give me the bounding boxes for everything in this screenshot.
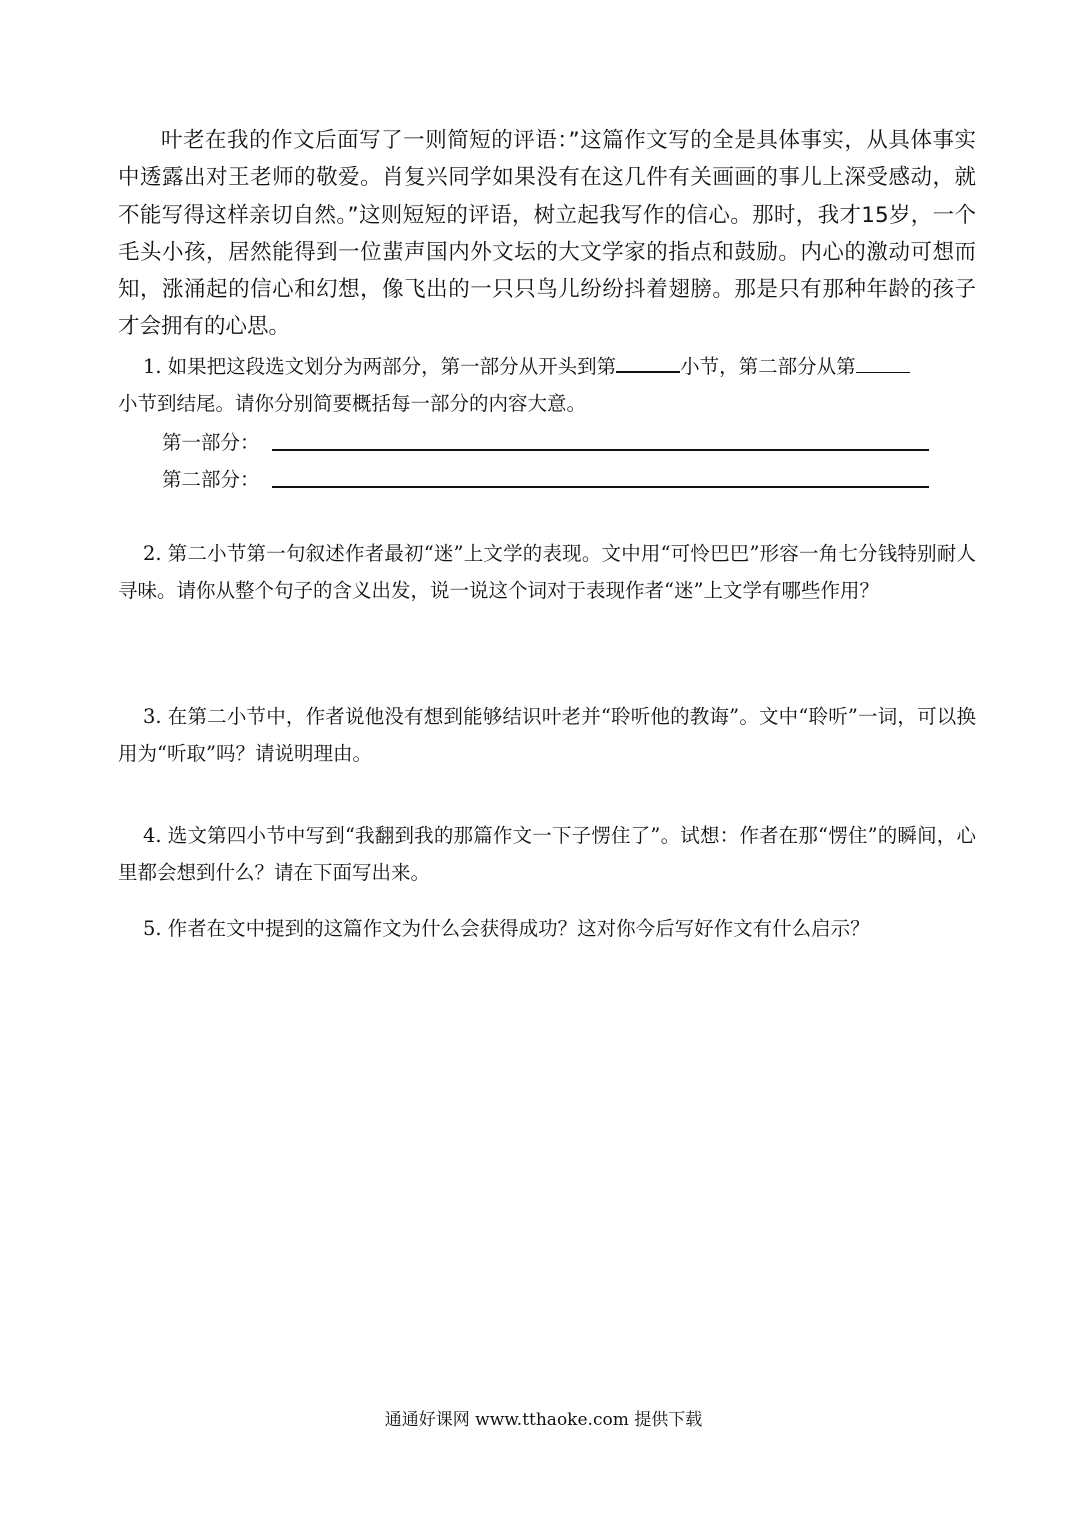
question-4-text: 选文第四小节中写到“我翻到我的那篇作文一下子愣住了”。试想：作者在那“愣住”的瞬间，心里都会想到什么？请在下面写出来。: [118, 824, 976, 884]
page-footer: 通通好课网 www.tthaoke.com 提供下载: [384, 1410, 703, 1430]
question-1-blank-2[interactable]: [856, 352, 910, 373]
question-3: [118, 698, 976, 772]
question-3-text: 在第二小节中，作者说他没有想到能够结识叶老并“聆听他的教诲”。文中“聆听”一词，可以换用为“听取”吗？请说明理由。: [118, 705, 976, 765]
answer-rule-part-2[interactable]: [272, 486, 929, 488]
question-5: [118, 910, 976, 947]
answer-label-part-1: 第一部分：: [162, 431, 260, 454]
answer-line-part-1: [162, 428, 260, 458]
question-1: [118, 348, 976, 422]
question-1-blank-1[interactable]: [616, 351, 680, 373]
question-5-text: 作者在文中提到的这篇作文为什么会获得成功？这对你今后写好作文有什么启示？: [167, 917, 870, 940]
answer-label-part-2: 第二部分：: [162, 468, 260, 491]
question-2-text: 第二小节第一句叙述作者最初“迷”上文学的表现。文中用“可怜巴巴”形容一角七分钱特别耐人寻味。请你从整个句子的含义出发，说一说这个词对于表现作者“迷”上文学有哪些作用？: [118, 542, 976, 602]
question-2: [118, 535, 976, 609]
answer-rule-part-1[interactable]: [272, 449, 929, 451]
question-2-number: 2.: [143, 542, 162, 565]
question-5-number: 5.: [143, 917, 162, 940]
question-1-number: 1.: [143, 355, 162, 378]
question-4-number: 4.: [143, 824, 162, 847]
passage-paragraph: 叶老在我的作文后面写了一则简短的评语：”这篇作文写的全是具体事实，从具体事实中透露出对王老师的敬爱。肖复兴同学如果没有在这几件有关画画的事儿上深受感动，就不能写得这样亲切自然。”这则短短的评语，树立起我写作的信心。那时，我才15岁，一个毛头小孩，居然能得到一位蜚声国内外文坛的大文学家的指点和鼓励。内心的激动可想而知，涨涌起的信心和幻想，像飞出的一只只鸟儿纷纷抖着翅膀。那是只有那种年龄的孩子才会拥有的心思。: [118, 128, 976, 340]
question-1-text-c: 小节到结尾。请你分别简要概括每一部分的内容大意。: [118, 392, 587, 415]
question-1-text-a: 如果把这段选文划分为两部分，第一部分从开头到第: [167, 355, 617, 378]
question-4: [118, 817, 976, 891]
answer-line-part-2: [162, 465, 260, 495]
question-1-text-b: 小节，第二部分从第: [680, 355, 856, 378]
question-3-number: 3.: [143, 705, 162, 728]
